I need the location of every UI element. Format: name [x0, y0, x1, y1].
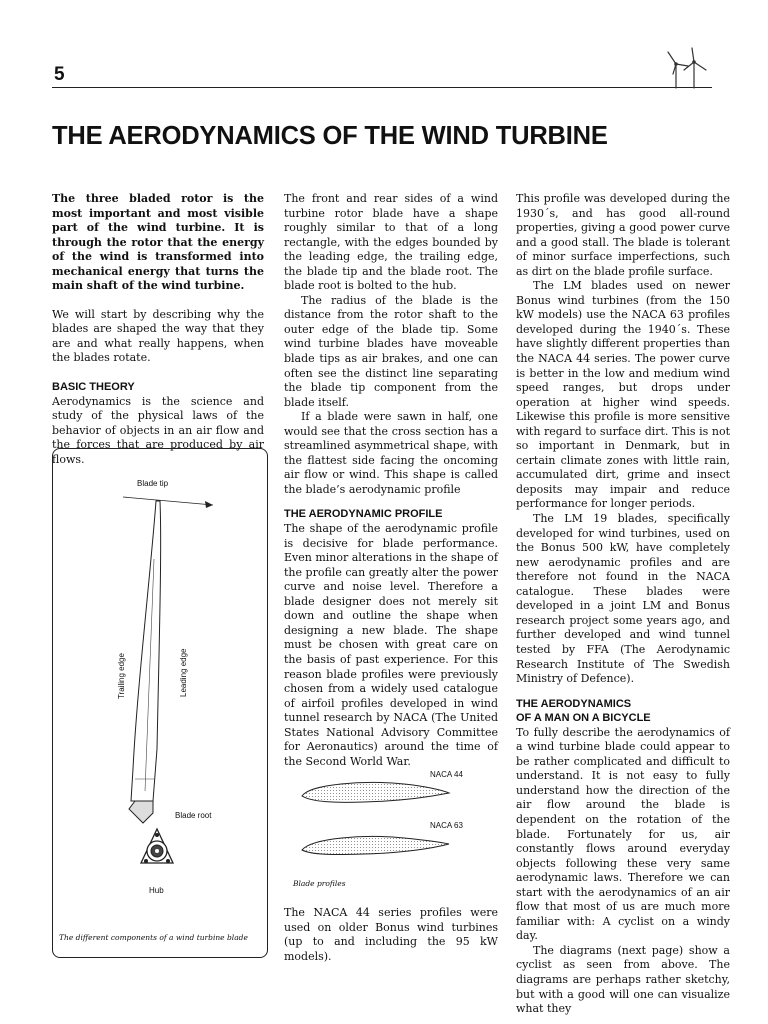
col2-paragraph-4: The shape of the aerodynamic profile is decisive for blade performance. Even minor alterations in the shape of the profile can greatly alter the power curve and noise level. Therefore a blade designer does not merely sit down and outline the shape when designing a new blade. The shape must be chosen with great care on the basis of past experience. For this reason blade profiles were previously chosen from a widely used catalogue of airfoil profiles developed in wind tunnel research by NACA (The United States National Advisory Committee for Aeronautics) around the time of the Second World War.: [284, 522, 498, 768]
basic-theory-heading: BASIC THEORY: [52, 381, 135, 394]
profiles-caption: Blade profiles: [293, 879, 346, 888]
basic-theory-paragraph: Aerodynamics is the science and study of the physical laws of the behavior of objects in an air flow and the forces that are produced by air flows.: [52, 394, 264, 466]
col2-paragraph-2: The radius of the blade is the distance from the rotor shaft to the outer edge of the blade tip. Some wind turbine blades have moveable blade tips as air brakes, and one can often see the distinct line separating the blade tip component from the blade itself.: [284, 293, 498, 409]
column-1: [52, 192, 264, 467]
profiles-diagram: [284, 762, 498, 896]
page-title: THE AERODYNAMICS OF THE WIND TURBINE: [52, 122, 608, 150]
naca63-profile: [302, 837, 449, 855]
trailing-edge-label: Trailing edge: [117, 653, 126, 699]
aerodynamic-profile-heading: THE AERODYNAMIC PROFILE: [284, 508, 443, 521]
column-2-bottom: [284, 906, 498, 964]
column-2: [284, 192, 498, 769]
bicycle-heading-line-2: OF A MAN ON A BICYCLE: [516, 712, 651, 725]
naca44-profile: [302, 783, 449, 803]
header-rule: [52, 87, 712, 88]
wind-turbines-logo-icon: [664, 46, 712, 90]
bicycle-heading-line-1: THE AERODYNAMICS: [516, 697, 632, 710]
blade-outline: [131, 501, 161, 801]
hub-label: Hub: [149, 886, 164, 895]
blade-tip-label: Blade tip: [137, 479, 169, 488]
blade-diagram: [53, 449, 267, 957]
col3-paragraph-1: This profile was developed during the 1930´s, and has good all-round properties, giving a good power curve and a good stall. The blade is tolerant of minor surface imperfections, such as dirt on the blade profile surface.: [516, 192, 730, 278]
hub-icon: [141, 829, 173, 863]
col3-paragraph-3: The LM 19 blades, specifically developed for wind turbines, used on the Bonus 500 kW, have completely new aerodynamic profiles and are therefore not found in the NACA catalogue. These blades were developed in a joint LM and Bonus research project some years ago, and further developed and wind tunnel tested by FFA (The Aerodynamic Research Institute of The Swedish Ministry of Defence).: [516, 512, 730, 686]
col2-paragraph-1: The front and rear sides of a wind turbine rotor blade have a shape roughly similar to that of a long rectangle, with the edges bounded by the leading edge, the trailing edge, the blade tip and the blade root. The blade root is bolted to the hub.: [284, 192, 498, 293]
col3-paragraph-5: The diagrams (next page) show a cyclist as seen from above. The diagrams are perhaps rather sketchy, but with a good will one can visualize what they: [516, 943, 730, 1016]
leading-edge-label: Leading edge: [179, 648, 188, 697]
naca63-label: NACA 63: [430, 821, 463, 830]
col3-paragraph-4: To fully describe the aerodynamics of a wind turbine blade could appear to be rather complicated and difficult to understand. It is not easy to fully understand how the direction of the air flow around the blade is dependent on the rotation of the blade. Fortunately for us, air constantly flows around everyday objects following these very same aerodynamic laws. Therefore we can start with the aerodynamics of an air flow that most of us are much more familiar with: A cyclist on a windy day.: [516, 725, 730, 943]
blade-root-label: Blade root: [175, 811, 212, 820]
col2-paragraph-3: If a blade were sawn in half, one would see that the cross section has a streamlined asymmetrical shape, with the flattest side facing the oncoming air flow or wind. This shape is called the blade’s aerodynamic profile: [284, 410, 498, 496]
tip-rotation-arrow: [123, 497, 213, 505]
col2-paragraph-5: The NACA 44 series profiles were used on older Bonus wind turbines (up to and including the 95 kW models).: [284, 906, 498, 963]
blade-figure: [52, 448, 268, 958]
intro-paragraph: We will start by describing why the blades are shaped the way that they are and what really happens, when the blades rotate.: [52, 307, 264, 365]
page-number: 5: [54, 64, 65, 85]
blade-root: [129, 801, 153, 823]
column-3: [516, 192, 730, 1017]
blade-figure-caption: The different components of a wind turbine blade: [59, 933, 248, 942]
col3-paragraph-2: The LM blades used on newer Bonus wind turbines (from the 150 kW models) use the NACA 63 profiles developed during the 1940´s. These have slightly different properties than the NACA 44 series. The power curve is better in the low and medium wind speed ranges, but drops under operation at higher wind speeds. Likewise this profile is more sensitive with regard to surface dirt. This is not so important in Denmark, but in certain climate zones with little rain, accumulated dirt, grime and insect deposits may impair and reduce performance for longer periods.: [516, 279, 730, 511]
lead-paragraph: The three bladed rotor is the most important and most visible part of the wind turbine. It is through the rotor that the energy of the wind is transformed into mechanical energy that turns the main shaft of the wind turbine.: [52, 192, 264, 293]
naca44-label: NACA 44: [430, 770, 463, 779]
arrow-head: [205, 501, 213, 508]
